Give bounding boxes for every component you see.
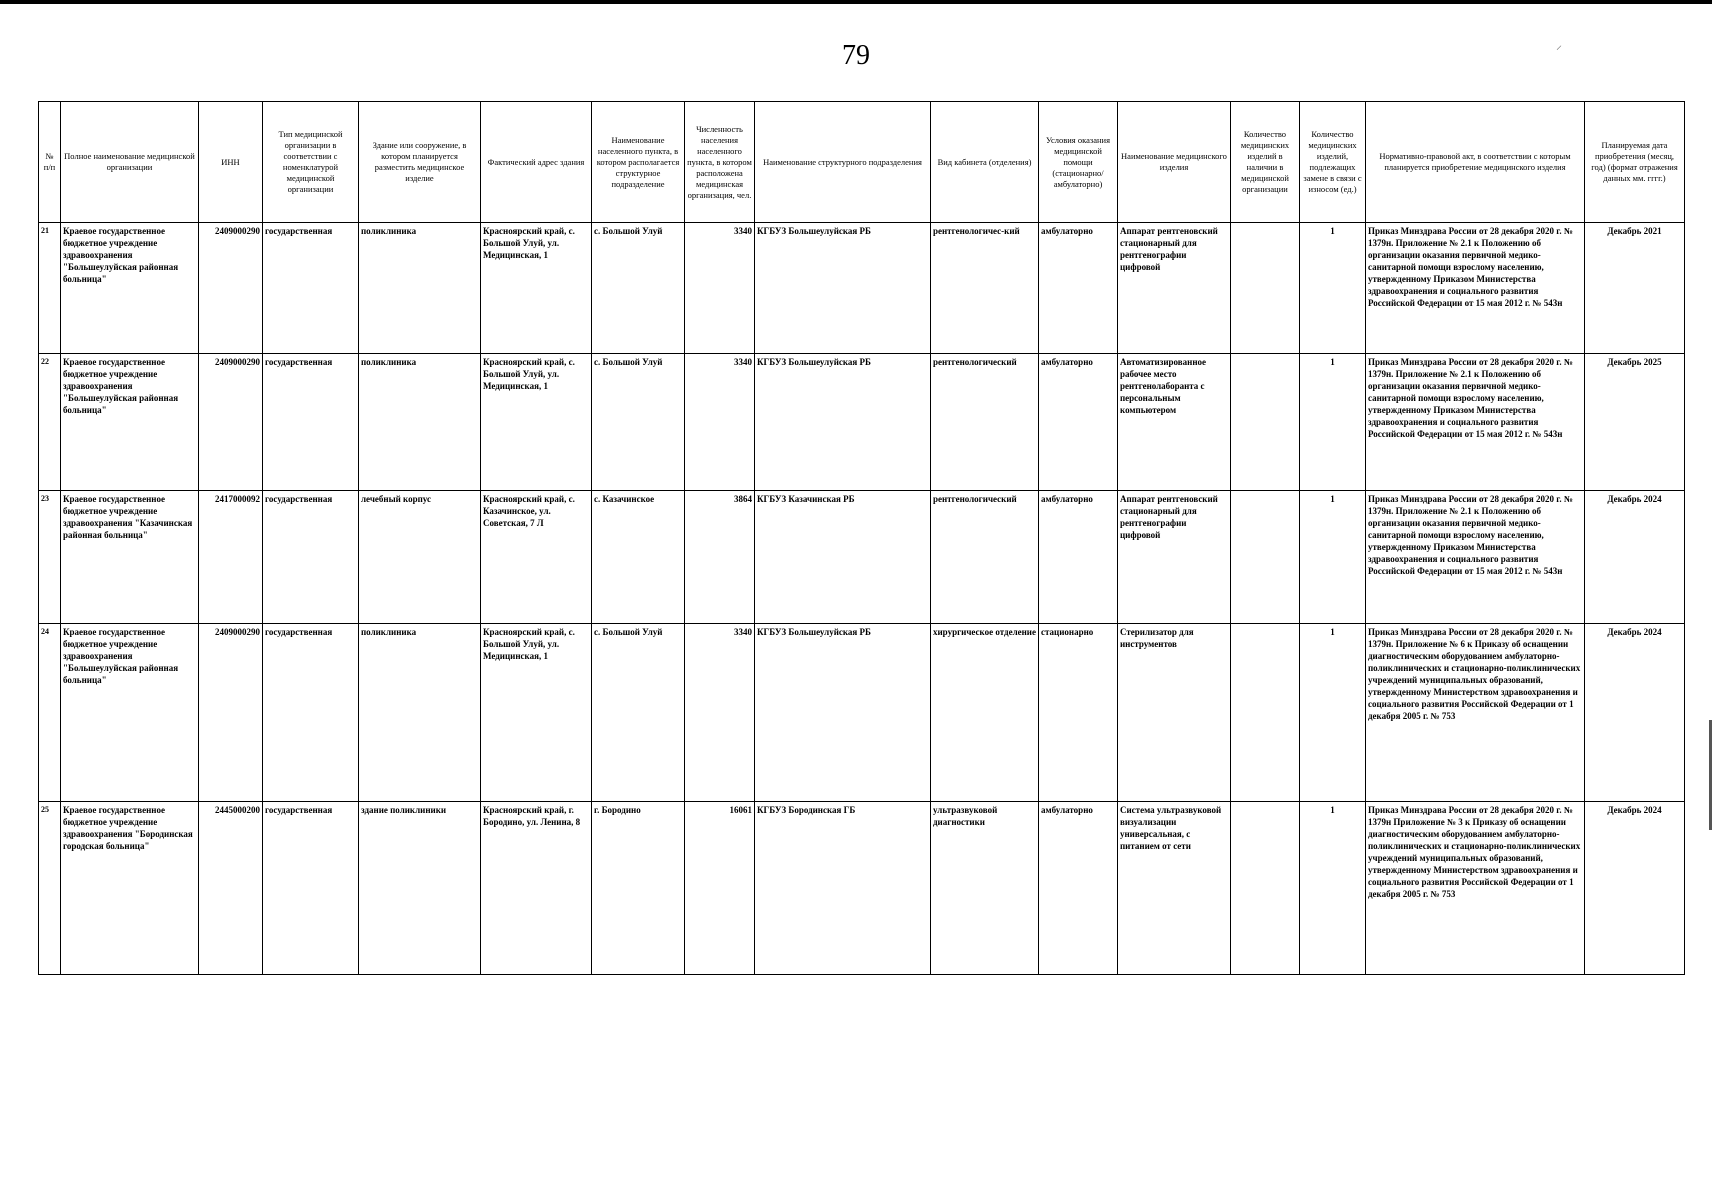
cell-available — [1231, 802, 1300, 975]
cell-conditions: стационарно — [1039, 624, 1118, 802]
cell-planned-date: Декабрь 2021 — [1585, 223, 1685, 354]
cell-inn: 2409000290 — [199, 624, 263, 802]
cell-address: Красноярский край, с. Большой Улуй, ул. Медицинская, 1 — [481, 624, 592, 802]
header-cell-available: Количество медицинских изделий в наличии в медицинской организации — [1231, 102, 1300, 223]
cell-number: 23 — [39, 491, 61, 624]
cell-planned-date: Декабрь 2024 — [1585, 491, 1685, 624]
cell-organization: Краевое государственное бюджетное учреждение здравоохранения "Большеулуйская районная больница" — [61, 223, 199, 354]
cell-number: 24 — [39, 624, 61, 802]
cell-population: 3340 — [685, 624, 755, 802]
cell-planned-date: Декабрь 2024 — [1585, 624, 1685, 802]
cell-building: поликлиника — [359, 223, 481, 354]
cell-device: Аппарат рентгеновский стационарный для рентгенографии цифровой — [1118, 223, 1231, 354]
header-row — [39, 102, 1685, 223]
cell-org-type: государственная — [263, 624, 359, 802]
cell-cabinet: хирургическое отделение — [931, 624, 1039, 802]
scan-speck: ⸝ — [1556, 38, 1563, 52]
cell-organization: Краевое государственное бюджетное учреждение здравоохранения "Большеулуйская районная больница" — [61, 354, 199, 491]
cell-cabinet: рентгенологический — [931, 491, 1039, 624]
cell-conditions: амбулаторно — [1039, 223, 1118, 354]
cell-cabinet: рентгенологический — [931, 354, 1039, 491]
cell-inn: 2409000290 — [199, 354, 263, 491]
cell-conditions: амбулаторно — [1039, 491, 1118, 624]
cell-cabinet: рентгенологичес-кий — [931, 223, 1039, 354]
medical-equipment-table — [38, 101, 1685, 975]
cell-planned-date: Декабрь 2024 — [1585, 802, 1685, 975]
header-cell-device: Наименование медицинского изделия — [1118, 102, 1231, 223]
cell-building: лечебный корпус — [359, 491, 481, 624]
cell-address: Красноярский край, г. Бородино, ул. Ленина, 8 — [481, 802, 592, 975]
cell-building: поликлиника — [359, 354, 481, 491]
cell-locality: с. Большой Улуй — [592, 624, 685, 802]
cell-population: 16061 — [685, 802, 755, 975]
header-cell-organization: Полное наименование медицинской организации — [61, 102, 199, 223]
cell-replace: 1 — [1300, 624, 1366, 802]
table-row — [39, 223, 1685, 354]
cell-cabinet: ультразвуковой диагностики — [931, 802, 1039, 975]
cell-population: 3340 — [685, 354, 755, 491]
cell-building: здание поликлиники — [359, 802, 481, 975]
cell-locality: с. Большой Улуй — [592, 354, 685, 491]
cell-unit: КГБУЗ Казачинская РБ — [755, 491, 931, 624]
header-cell-org-type: Тип медицинской организации в соответствии с номенклатурой медицинской организации — [263, 102, 359, 223]
header-cell-planned-date: Планируемая дата приобретения (месяц, год) (формат отражения данных мм. гггг.) — [1585, 102, 1685, 223]
cell-available — [1231, 223, 1300, 354]
cell-legal-act: Приказ Минздрава России от 28 декабря 2020 г. № 1379н. Приложение № 2.1 к Положению об организации оказания первичной медико-санитарной помощи взрослому населению, утвержденному Приказом Министерства здравоохранения и социального развития Российской Федерации от 15 мая 2012 г. № 543н — [1366, 491, 1585, 624]
cell-planned-date: Декабрь 2025 — [1585, 354, 1685, 491]
cell-address: Красноярский край, с. Большой Улуй, ул. Медицинская, 1 — [481, 354, 592, 491]
cell-device: Автоматизированное рабочее место рентгенолаборанта с персональным компьютером — [1118, 354, 1231, 491]
table-header — [39, 102, 1685, 223]
cell-org-type: государственная — [263, 223, 359, 354]
header-cell-inn: ИНН — [199, 102, 263, 223]
cell-inn: 2409000290 — [199, 223, 263, 354]
cell-legal-act: Приказ Минздрава России от 28 декабря 2020 г. № 1379н. Приложение № 6 к Приказу об оснащении диагностическим оборудованием амбулаторно-поликлинических и стационарно-поликлинических учреждений муниципальных образований, утвержденному Министерством здравоохранения и социального развития Российской Федерации от 1 декабря 2005 г. № 753 — [1366, 624, 1585, 802]
header-cell-address: Фактический адрес здания — [481, 102, 592, 223]
table-row — [39, 354, 1685, 491]
cell-unit: КГБУЗ Большеулуйская РБ — [755, 624, 931, 802]
scan-top-border — [0, 0, 1712, 4]
cell-available — [1231, 624, 1300, 802]
header-cell-legal-act: Нормативно-правовой акт, в соответствии с которым планируется приобретение медицинского изделия — [1366, 102, 1585, 223]
header-cell-replace: Количество медицинских изделий, подлежащих замене в связи с износом (ед.) — [1300, 102, 1366, 223]
cell-replace: 1 — [1300, 802, 1366, 975]
cell-unit: КГБУЗ Большеулуйская РБ — [755, 354, 931, 491]
cell-device: Стерилизатор для инструментов — [1118, 624, 1231, 802]
cell-organization: Краевое государственное бюджетное учреждение здравоохранения "Бородинская городская больница" — [61, 802, 199, 975]
header-cell-number: № п/п — [39, 102, 61, 223]
cell-available — [1231, 354, 1300, 491]
cell-legal-act: Приказ Минздрава России от 28 декабря 2020 г. № 1379н Приложение № 3 к Приказу об оснащении диагностическим оборудованием амбулаторно-поликлинических и стационарно-поликлинических учреждений муниципальных образований, утвержденному Министерством здравоохранения и социального развития Российской Федерации от 1 декабря 2005 г. № 753 — [1366, 802, 1585, 975]
cell-conditions: амбулаторно — [1039, 802, 1118, 975]
table-row — [39, 491, 1685, 624]
cell-organization: Краевое государственное бюджетное учреждение здравоохранения "Казачинская районная больница" — [61, 491, 199, 624]
cell-address: Красноярский край, с. Казачинское, ул. Советская, 7 Л — [481, 491, 592, 624]
header-cell-cabinet: Вид кабинета (отделения) — [931, 102, 1039, 223]
header-cell-building: Здание или сооружение, в котором планируется разместить медицинское изделие — [359, 102, 481, 223]
cell-replace: 1 — [1300, 223, 1366, 354]
cell-number: 22 — [39, 354, 61, 491]
page-number: 79 — [842, 40, 870, 71]
table-row — [39, 624, 1685, 802]
cell-address: Красноярский край, с. Большой Улуй, ул. Медицинская, 1 — [481, 223, 592, 354]
cell-conditions: амбулаторно — [1039, 354, 1118, 491]
cell-population: 3340 — [685, 223, 755, 354]
header-cell-conditions: Условия оказания медицинской помощи (стационарно/ амбулаторно) — [1039, 102, 1118, 223]
cell-available — [1231, 491, 1300, 624]
cell-inn: 2417000092 — [199, 491, 263, 624]
cell-locality: с. Большой Улуй — [592, 223, 685, 354]
cell-device: Аппарат рентгеновский стационарный для рентгенографии цифровой — [1118, 491, 1231, 624]
cell-legal-act: Приказ Минздрава России от 28 декабря 2020 г. № 1379н. Приложение № 2.1 к Положению об организации оказания первичной медико-санитарной помощи взрослому населению, утвержденному Приказом Министерства здравоохранения и социального развития Российской Федерации от 15 мая 2012 г. № 543н — [1366, 223, 1585, 354]
cell-unit: КГБУЗ Большеулуйская РБ — [755, 223, 931, 354]
table-body — [39, 223, 1685, 975]
header-cell-locality: Наименование населенного пункта, в котором располагается структурное подразделение — [592, 102, 685, 223]
cell-org-type: государственная — [263, 354, 359, 491]
cell-org-type: государственная — [263, 802, 359, 975]
cell-number: 21 — [39, 223, 61, 354]
cell-inn: 2445000200 — [199, 802, 263, 975]
cell-locality: с. Казачинское — [592, 491, 685, 624]
cell-organization: Краевое государственное бюджетное учреждение здравоохранения "Большеулуйская районная больница" — [61, 624, 199, 802]
cell-locality: г. Бородино — [592, 802, 685, 975]
header-cell-population: Численность населения населенного пункта, в котором расположена медицинская организация, чел. — [685, 102, 755, 223]
cell-building: поликлиника — [359, 624, 481, 802]
cell-legal-act: Приказ Минздрава России от 28 декабря 2020 г. № 1379н. Приложение № 2.1 к Положению об организации оказания первичной медико-санитарной помощи взрослому населению, утвержденному Приказом Министерства здравоохранения и социального развития Российской Федерации от 15 мая 2012 г. № 543н — [1366, 354, 1585, 491]
cell-population: 3864 — [685, 491, 755, 624]
cell-number: 25 — [39, 802, 61, 975]
header-cell-unit: Наименование структурного подразделения — [755, 102, 931, 223]
cell-device: Система ультразвуковой визуализации универсальная, с питанием от сети — [1118, 802, 1231, 975]
cell-replace: 1 — [1300, 491, 1366, 624]
cell-org-type: государственная — [263, 491, 359, 624]
cell-replace: 1 — [1300, 354, 1366, 491]
cell-unit: КГБУЗ Бородинская ГБ — [755, 802, 931, 975]
table-row — [39, 802, 1685, 975]
